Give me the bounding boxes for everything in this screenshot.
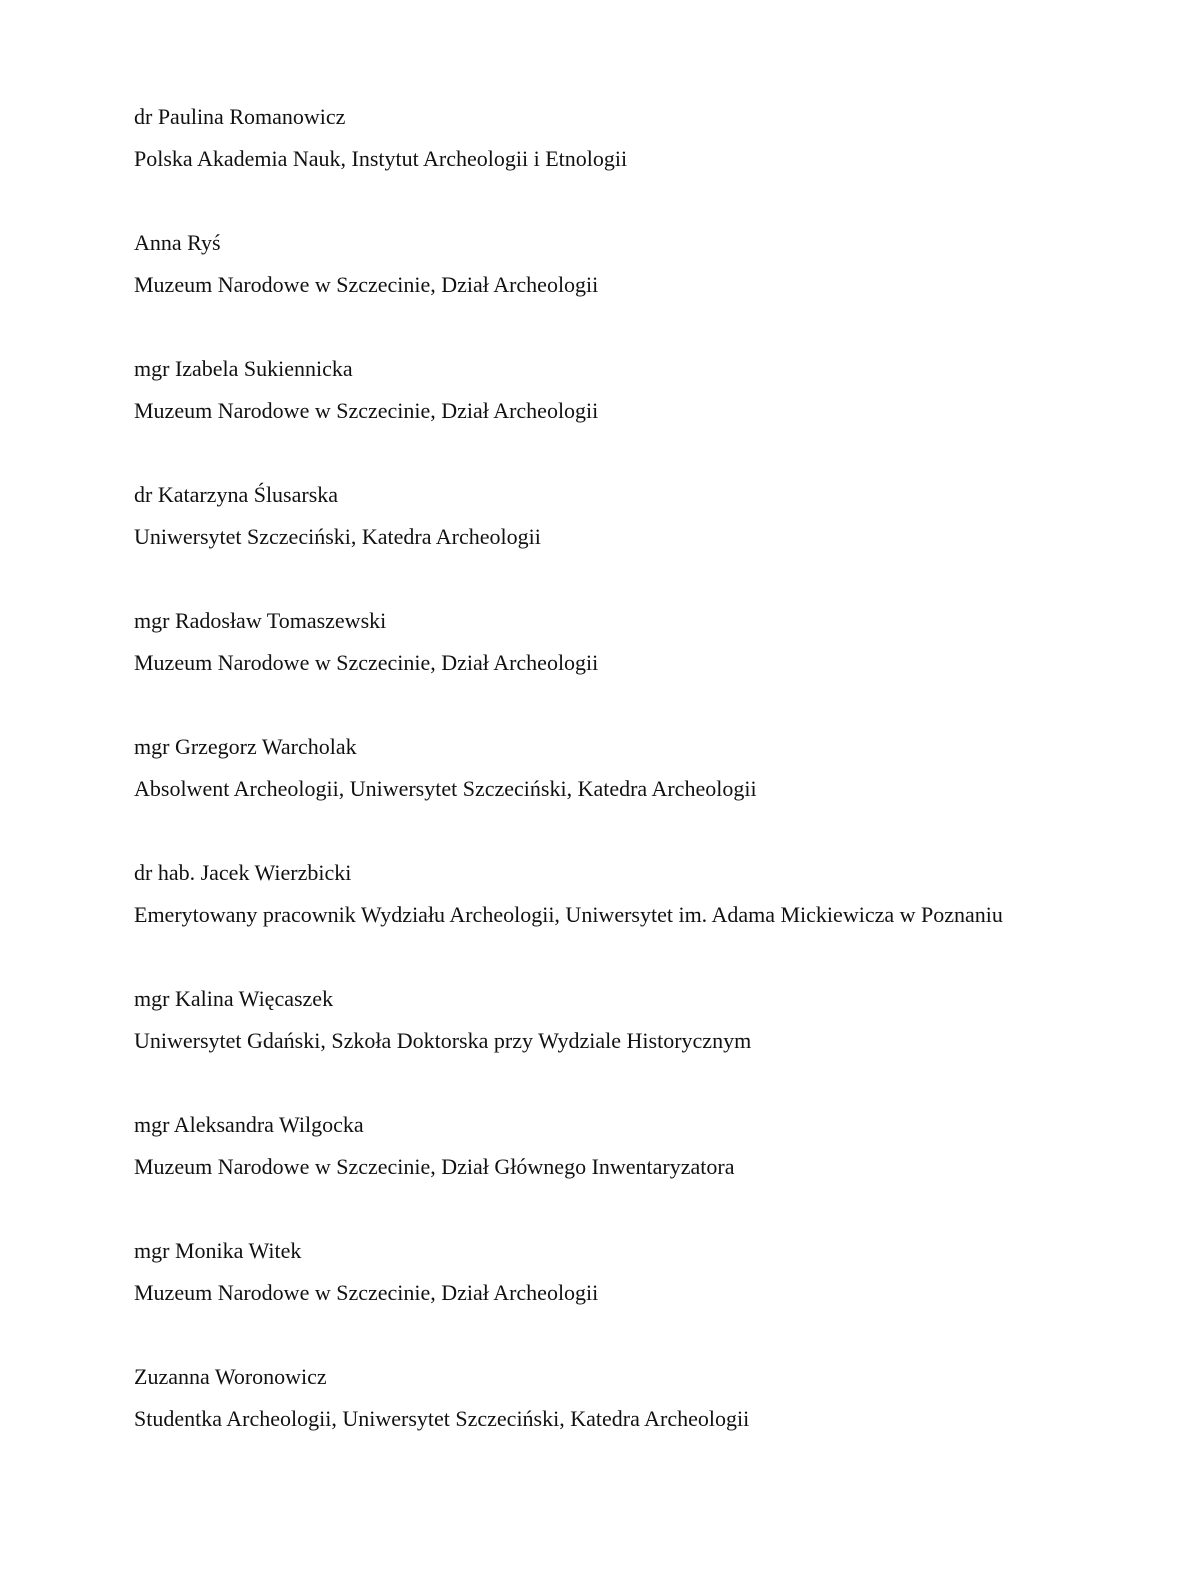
author-name: Zuzanna Woronowicz xyxy=(134,1364,327,1389)
author-name: dr Paulina Romanowicz xyxy=(134,104,346,129)
author-affiliation: Uniwersytet Gdański, Szkoła Doktorska przy Wydziale Historycznym xyxy=(134,1028,752,1053)
author-entry xyxy=(134,222,1055,306)
author-name: mgr Radosław Tomaszewski xyxy=(134,608,387,633)
author-affiliation: Absolwent Archeologii, Uniwersytet Szczeciński, Katedra Archeologii xyxy=(134,776,757,801)
author-affiliation: Muzeum Narodowe w Szczecinie, Dział Archeologii xyxy=(134,650,599,675)
author-affiliation: Muzeum Narodowe w Szczecinie, Dział Archeologii xyxy=(134,398,599,423)
author-name: dr Katarzyna Ślusarska xyxy=(134,482,339,507)
author-name: mgr Aleksandra Wilgocka xyxy=(134,1112,364,1137)
author-name: mgr Grzegorz Warcholak xyxy=(134,734,357,759)
author-affiliation: Uniwersytet Szczeciński, Katedra Archeologii xyxy=(134,524,541,549)
author-affiliation: Muzeum Narodowe w Szczecinie, Dział Archeologii xyxy=(134,272,599,297)
author-entry xyxy=(134,1230,1055,1314)
author-affiliation: Muzeum Narodowe w Szczecinie, Dział Głównego Inwentaryzatora xyxy=(134,1154,735,1179)
author-entry xyxy=(134,474,1055,558)
author-name: mgr Kalina Więcaszek xyxy=(134,986,334,1011)
author-name: Anna Ryś xyxy=(134,230,221,255)
author-entry xyxy=(134,1104,1055,1188)
author-name: mgr Monika Witek xyxy=(134,1238,302,1263)
author-affiliation: Polska Akademia Nauk, Instytut Archeologii i Etnologii xyxy=(134,146,628,171)
author-entry xyxy=(134,96,1055,180)
author-entry xyxy=(134,348,1055,432)
author-entry xyxy=(134,978,1055,1062)
author-name: dr hab. Jacek Wierzbicki xyxy=(134,860,352,885)
author-entry xyxy=(134,852,1055,936)
author-affiliation: Studentka Archeologii, Uniwersytet Szczeciński, Katedra Archeologii xyxy=(134,1406,750,1431)
author-entry xyxy=(134,726,1055,810)
author-list xyxy=(134,96,1055,1482)
author-entry xyxy=(134,600,1055,684)
author-affiliation: Muzeum Narodowe w Szczecinie, Dział Archeologii xyxy=(134,1280,599,1305)
author-name: mgr Izabela Sukiennicka xyxy=(134,356,353,381)
author-affiliation: Emerytowany pracownik Wydziału Archeologii, Uniwersytet im. Adama Mickiewicza w Poznaniu xyxy=(134,902,1003,927)
author-entry xyxy=(134,1356,1055,1440)
